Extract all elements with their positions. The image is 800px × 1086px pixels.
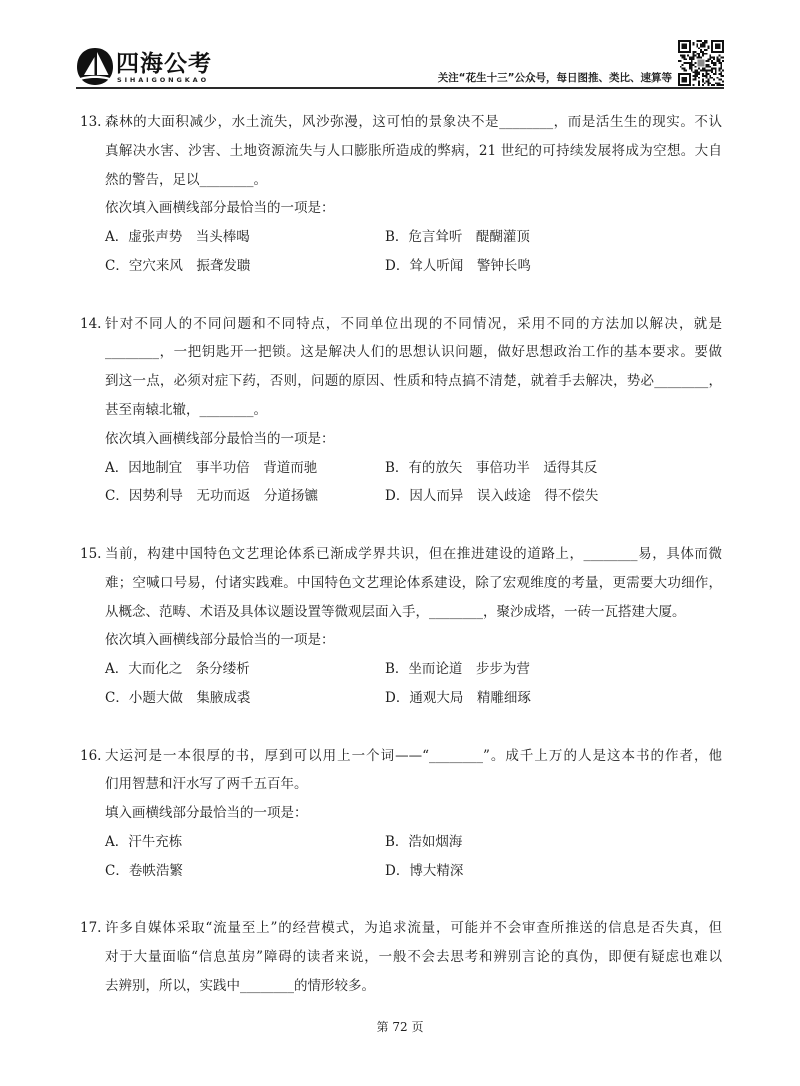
question-13 xyxy=(80,108,722,281)
question-stem-line: 许多自媒体采取“流量至上”的经营模式，为追求流量，可能并不会审查所推送的信息是否失真，但 xyxy=(105,920,722,937)
question-16 xyxy=(80,742,722,886)
brand-name: 四海公考 xyxy=(116,51,212,77)
question-stem xyxy=(80,540,722,626)
question-stem xyxy=(80,914,722,1000)
question-text xyxy=(105,310,722,425)
option-d: D．博大精深 xyxy=(385,862,464,879)
question-stem-line: 真解决水害、沙害、土地资源流失与人口膨胀所造成的弊病，21 世纪的可持续发展将成为空想。大自 xyxy=(105,142,722,159)
question-stem-line: 当前，构建中国特色文艺理论体系已渐成学界共识，但在推进建设的道路上，________易，具体而微 xyxy=(105,545,722,562)
option-a: A．汗牛充栋 xyxy=(105,833,183,850)
question-text xyxy=(105,540,722,626)
option-list xyxy=(80,223,722,281)
question-prompt: 填入画横线部分最恰当的一项是： xyxy=(105,805,308,822)
option-d: D．耸人听闻 警钟长鸣 xyxy=(385,257,531,274)
option-d: D．因人而异 误入歧途 得不偿失 xyxy=(385,488,599,505)
question-number: 15. xyxy=(80,545,102,562)
question-stem xyxy=(80,742,722,800)
header-promo-text: 关注“花生十三”公众号，每日图推、类比、速算等 xyxy=(437,72,672,84)
option-c: C．小题大做 集腋成裘 xyxy=(105,689,251,706)
option-b: B．有的放矢 事倍功半 适得其反 xyxy=(385,459,598,476)
question-list xyxy=(80,108,722,1030)
option-b: B．危言耸听 醍醐灌顶 xyxy=(385,229,530,246)
option-a: A．虚张声势 当头棒喝 xyxy=(105,229,250,246)
question-text xyxy=(105,108,722,194)
option-a: A．因地制宜 事半功倍 背道而驰 xyxy=(105,459,318,476)
question-17 xyxy=(80,914,722,1000)
question-number: 14. xyxy=(80,315,102,332)
option-a: A．大而化之 条分缕析 xyxy=(105,661,250,678)
question-stem xyxy=(80,108,722,194)
question-stem-line: 针对不同人的不同问题和不同特点，不同单位出现的不同情况，采用不同的方法加以解决，就是 xyxy=(105,315,722,332)
question-stem-line: 去辨别，所以，实践中________的情形较多。 xyxy=(105,977,375,994)
question-text xyxy=(105,742,722,800)
option-d: D．通观大局 精雕细琢 xyxy=(385,689,531,706)
question-prompt: 依次填入画横线部分最恰当的一项是： xyxy=(105,632,335,649)
qr-code xyxy=(678,40,724,86)
question-stem-line: 然的警告，足以________。 xyxy=(105,171,267,188)
question-15 xyxy=(80,540,722,713)
question-stem-line: 们用智慧和汗水写了两千五百年。 xyxy=(105,776,308,793)
question-number: 13. xyxy=(80,114,102,130)
question-prompt: 依次填入画横线部分最恰当的一项是： xyxy=(105,200,335,217)
question-stem-line: ________，一把钥匙开一把锁。这是解决人们的思想认识问题，做好思想政治工作的基本要求。要做 xyxy=(105,344,722,361)
question-stem-line: 甚至南辕北辙，________。 xyxy=(105,401,267,418)
question-text xyxy=(105,914,722,1000)
option-c: C．因势利导 无功而返 分道扬镳 xyxy=(105,488,318,505)
question-stem-line: 从概念、范畴、术语及具体议题设置等微观层面入手，________，聚沙成塔，一砖一瓦搭建大厦。 xyxy=(105,603,686,620)
question-14 xyxy=(80,310,722,512)
option-b: B．坐而论道 步步为营 xyxy=(385,661,530,678)
page-number: 第 72 页 xyxy=(376,1020,424,1034)
question-stem-line: 大运河是一本很厚的书，厚到可以用上一个词——“________”。成千上万的人是这本书的作者，他 xyxy=(105,747,722,764)
question-number: 17. xyxy=(80,920,102,937)
option-list xyxy=(80,828,722,886)
brand-subtitle: SIHAIGONGKAO xyxy=(117,76,210,84)
option-c: C．卷帙浩繁 xyxy=(105,862,183,879)
question-stem-line: 对于大量面临“信息茧房”障碍的读者来说，一般不会去思考和辨别言论的真伪，即便有疑虑也难以 xyxy=(105,949,722,966)
question-stem xyxy=(80,310,722,425)
question-prompt: 依次填入画横线部分最恰当的一项是： xyxy=(105,430,335,447)
question-stem-line: 难；空喊口号易，付诸实践难。中国特色文艺理论体系建设，除了宏观维度的考量，更需要大功细作， xyxy=(105,574,722,591)
question-number: 16. xyxy=(80,747,102,764)
option-b: B．浩如烟海 xyxy=(385,833,463,850)
option-list xyxy=(80,655,722,713)
question-stem-line: 森林的大面积减少，水土流失，风沙弥漫，这可怕的景象决不是________，而是活生生的现实。不认 xyxy=(105,114,722,130)
option-c: C．空穴来风 振聋发聩 xyxy=(105,257,251,274)
option-list xyxy=(80,454,722,512)
question-stem-line: 到这一点，必须对症下药，否则，问题的原因、性质和特点搞不清楚，就着手去解决，势必________， xyxy=(105,373,722,390)
sailboat-logo-icon xyxy=(76,46,114,86)
header-divider xyxy=(76,87,724,89)
